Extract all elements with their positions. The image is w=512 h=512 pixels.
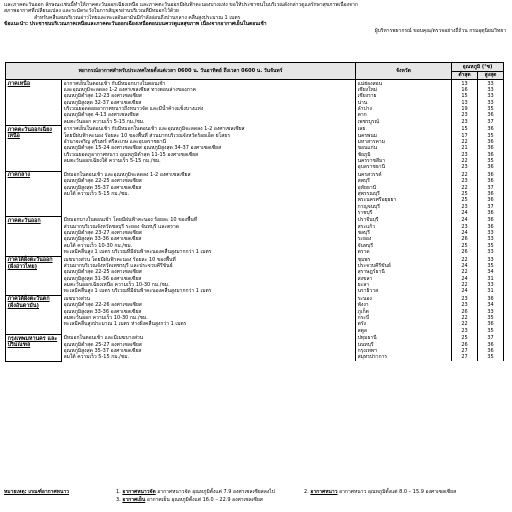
header-province: จังหวัด <box>356 63 452 80</box>
forecast-line: ทะเลมีคลื่นสูง 1 เมตร บริเวณที่มีฝนฟ้าคะนองคลื่นสูงมากกว่า 1 เมตร <box>63 249 212 256</box>
temp-min: 13 <box>461 99 468 106</box>
temp-min: 15 <box>461 93 468 100</box>
intro-line-5: ผู้บริหารพยากรณ์ ขอบคุณ/ตรวจอย่างถี่ถ้วน กรมอุตุนิยมวิทยา <box>374 27 506 34</box>
province-name: แม่ฮ่องสอน <box>357 80 383 87</box>
temp-min: 24 <box>461 230 468 237</box>
province-name: อุทัยธานี <box>357 184 377 191</box>
region-row <box>6 256 504 295</box>
province-name: สตูล <box>357 327 367 334</box>
region-name: ภาคตะวันออก <box>6 217 62 256</box>
temp-max-cell <box>478 80 504 126</box>
temp-max: 34 <box>487 302 494 309</box>
province-name-cell <box>356 217 452 256</box>
province-name: กระบี่ <box>357 314 370 321</box>
province-name: เชียงราย <box>357 93 377 100</box>
intro-line-1: และภาคตะวันออก ลักษณะเช่นนี้ทำให้ภาคตะวันออกเฉียงเหนือ และภาคตะวันออกมีฝนฟ้าคะนองบางแห่ง ขอให้ประชาชนในบริเวณดังกล่าวดูแลรักษาสุขภาพเนื่องจาก <box>4 2 358 8</box>
region-row <box>6 295 504 334</box>
forecast-line: ทะเลมีคลื่นสูงประมาณ 1 เมตร ห่างฝั่งคลื่นสูงกว่า 1 เมตร <box>63 321 187 328</box>
temp-max: 36 <box>487 321 494 328</box>
temp-max: 36 <box>487 126 494 133</box>
temp-max: 36 <box>487 209 494 216</box>
province-name: น่าน <box>357 99 368 106</box>
temp-min: 15 <box>461 126 468 133</box>
province-name-cell <box>356 295 452 334</box>
forecast-line: อุณหภูมิต่ำสุด 4-13 องศาเซลเซียส <box>63 112 139 119</box>
temp-max: 36 <box>487 197 494 204</box>
temp-max: 35 <box>487 157 494 164</box>
province-name: ระนอง <box>357 295 372 302</box>
temp-max: 37 <box>487 203 494 210</box>
forecast-line: เมฆบางส่วน <box>63 295 91 302</box>
temp-min: 26 <box>461 341 468 348</box>
province-name: ปทุมธานี <box>357 335 377 342</box>
temp-min-cell <box>452 171 478 217</box>
forecast-line: มีหมอกบางในตอนเช้า โดยมีฝนฟ้าคะนอง ร้อยละ 10 ของพื้นที่ <box>63 217 198 224</box>
temp-max: 33 <box>487 230 494 237</box>
temp-max: 37 <box>487 184 494 191</box>
temp-max-cell <box>478 256 504 295</box>
temp-max: 31 <box>487 275 494 282</box>
forecast-line: อากาศเย็นในตอนเช้า กับมีหมอกในตอนเช้า และอุณหภูมิจะลดลง 1-2 องศาเซลเซียส <box>63 126 245 133</box>
temp-max: 33 <box>487 93 494 100</box>
temp-max: 33 <box>487 236 494 243</box>
temp-max: 35 <box>487 263 494 270</box>
region-name: ภาคใต้ฝั่งตะวันตก (ฝั่งอันดามัน) <box>6 295 62 334</box>
temp-min-cell <box>452 80 478 126</box>
temp-max-cell <box>478 217 504 256</box>
temp-max: 36 <box>487 145 494 152</box>
region-forecast <box>62 256 356 295</box>
temp-max: 35 <box>487 106 494 113</box>
temp-max: 33 <box>487 308 494 315</box>
region-row <box>6 126 504 172</box>
forecast-line: ลมใต้ ความเร็ว 5-15 กม./ชม. <box>63 190 130 197</box>
temp-max: 36 <box>487 178 494 185</box>
forecast-line: อุณหภูมิต่ำสุด 12-23 องศาเซลเซียส <box>63 93 142 100</box>
temp-min: 23 <box>461 295 468 302</box>
forecast-line: ส่วนมากบริเวณจังหวัดเพชรบุรี และประจวบคีรีขันธ์ <box>63 263 173 270</box>
temp-max: 35 <box>487 132 494 139</box>
temp-min-cell <box>452 335 478 362</box>
province-name: เชียงใหม่ <box>357 87 378 93</box>
temp-min: 19 <box>461 106 468 113</box>
province-name: จันทบุรี <box>357 242 374 249</box>
temp-max: 36 <box>487 112 494 119</box>
header-min: ต่ำสุด <box>452 71 478 80</box>
header-temperature: อุณหภูมิ (°ซ) <box>452 63 504 72</box>
temp-min: 24 <box>461 288 468 295</box>
province-name: ประจวบคีรีขันธ์ <box>357 263 391 270</box>
province-name: ลพบุรี <box>357 178 370 185</box>
region-forecast <box>62 217 356 256</box>
intro-text <box>4 2 506 34</box>
region-row <box>6 171 504 217</box>
province-name: สุพรรณบุรี <box>357 190 380 197</box>
region-name: กรุงเทพมหานคร และปริมณฑล <box>6 335 62 362</box>
forecast-line: ทะเลมีคลื่นสูง 1 เมตร บริเวณที่มีฝนฟ้าคะนองคลื่นสูงมากกว่า 1 เมตร <box>63 288 212 295</box>
temp-min: 25 <box>461 190 468 197</box>
region-name: ภาคกลาง <box>6 171 62 217</box>
province-name: พระนครศรีอยุธยา <box>357 197 397 204</box>
temp-max: 36 <box>487 223 494 230</box>
province-name: นครพนม <box>357 132 378 139</box>
region-row <box>6 217 504 256</box>
province-name: ขอนแก่น <box>357 145 378 152</box>
temp-min: 27 <box>461 354 468 361</box>
temp-max: 33 <box>487 256 494 263</box>
temp-min-cell <box>452 256 478 295</box>
temp-max: 33 <box>487 80 494 87</box>
footer-note-2: 2. อากาศหนาว อากาศหนาว อุณหภูมิตั้งแต่ 8.0 – 15.9 องศาเซลเซียส <box>304 489 457 495</box>
temp-min: 23 <box>461 302 468 309</box>
province-name: สุราษฎร์ธานี <box>357 269 385 276</box>
forecast-line: อุณหภูมิสูงสุด 32-37 องศาเซลเซียส <box>63 99 142 106</box>
province-name: เพชรบูรณ์ <box>357 118 380 125</box>
forecast-line: อุณหภูมิสูงสุด 33-36 องศาเซลเซียส <box>63 236 142 243</box>
forecast-line: มีหมอกในตอนเช้า และมีเมฆบางส่วน <box>63 335 144 342</box>
province-name: อุบลราชธานี <box>357 164 385 171</box>
temp-min: 22 <box>461 157 468 164</box>
temp-min: 17 <box>461 132 468 139</box>
temp-max: 36 <box>487 164 494 171</box>
temp-max-cell <box>478 171 504 217</box>
temp-max: 33 <box>487 87 494 93</box>
temp-min: 13 <box>461 80 468 87</box>
province-name-cell <box>356 80 452 126</box>
province-name: ปราจีนบุรี <box>357 217 379 224</box>
forecast-line: อำนาจเจริญ สุรินทร์ ศรีสะเกษ และอุบลราชธานี <box>63 138 167 145</box>
temp-max: 36 <box>487 217 494 224</box>
temp-max: 35 <box>487 327 494 334</box>
temp-min: 22 <box>461 269 468 276</box>
province-name: สมุทรปราการ <box>357 354 388 361</box>
temp-max: 33 <box>487 282 494 289</box>
temp-min-cell <box>452 126 478 172</box>
forecast-table <box>5 62 504 362</box>
province-name-cell <box>356 256 452 295</box>
temp-min: 22 <box>461 184 468 191</box>
forecast-line: อุณหภูมิสูงสุด 35-37 องศาเซลเซียส <box>63 184 142 191</box>
forecast-line: อุณหภูมิต่ำสุด 22-26 องศาเซลเซียส <box>63 302 142 309</box>
region-forecast <box>62 80 356 126</box>
temp-max: 37 <box>487 335 494 342</box>
temp-max: 31 <box>487 288 494 295</box>
footer-note-1-text: อากาศหนาวจัด อุณหภูมิตั้งแต่ 7.9 องศาเซลเซียสลงไป <box>157 489 275 495</box>
footer-note-3-text: อากาศเย็น อุณหภูมิตั้งแต่ 16.0 – 22.9 องศาเซลเซียส <box>146 497 263 503</box>
temp-min: 21 <box>461 145 468 152</box>
forecast-line: อุณหภูมิต่ำสุด 15-24 องศาเซลเซียส อุณหภูมิสูงสุด 34-37 องศาเซลเซียส <box>63 145 222 152</box>
province-name-cell <box>356 335 452 362</box>
province-name: ภูเก็ต <box>357 308 369 315</box>
temp-min-cell <box>452 295 478 334</box>
header-max: สูงสุด <box>478 71 504 80</box>
temp-min: 22 <box>461 138 468 145</box>
temp-max: 34 <box>487 269 494 276</box>
temp-max: 33 <box>487 99 494 106</box>
province-name: ราชบุรี <box>357 209 373 216</box>
forecast-line: อุณหภูมิสูงสุด 33-36 องศาเซลเซียส <box>63 308 142 315</box>
temp-max: 36 <box>487 295 494 302</box>
region-name: ภาคใต้ฝั่งตะวันออก (ฝั่งอ่าวไทย) <box>6 256 62 295</box>
region-name: ภาคเหนือ <box>6 80 62 126</box>
forecast-line: อุณหภูมิสูงสุด 31-36 องศาเซลเซียส <box>63 275 142 282</box>
temp-min: 24 <box>461 275 468 282</box>
temp-max: 36 <box>487 341 494 348</box>
province-name-cell <box>356 171 452 217</box>
province-name: นราธิวาส <box>357 288 379 295</box>
temp-min: 23 <box>461 178 468 185</box>
footer-note-2-text: อากาศหนาว อุณหภูมิตั้งแต่ 8.0 – 15.9 องศาเซลเซียส <box>339 489 457 495</box>
temp-max: 36 <box>487 347 494 354</box>
region-row <box>6 335 504 362</box>
province-name: มหาสารคาม <box>357 138 385 145</box>
forecast-line: อุณหภูมิต่ำสุด 23-27 องศาเซลเซียส <box>63 230 142 237</box>
region-forecast <box>62 126 356 172</box>
province-name: นครราชสีมา <box>357 157 386 164</box>
temp-min: 24 <box>461 217 468 224</box>
temp-min: 24 <box>461 263 468 270</box>
temp-max-cell <box>478 335 504 362</box>
forecast-line: เมฆบางส่วน โดยมีฝนฟ้าคะนอง ร้อยละ 10 ของพื้นที่ <box>63 256 176 263</box>
temp-max-cell <box>478 295 504 334</box>
province-name: ชลบุรี <box>357 230 370 237</box>
forecast-line: และอุณหภูมิจะลดลง 1-2 องศาเซลเซียส ทางตอนล่างของภาค <box>63 87 196 93</box>
temp-min: 23 <box>461 118 468 125</box>
province-name: กรุงเทพฯ <box>357 347 377 354</box>
intro-line-3: สำหรับคลื่นลมบริเวณอ่าวไทยและทะเลอันดามันมีกำลังอ่อนถึงปานกลาง คลื่นสูงประมาณ 1 เมตร <box>34 14 241 21</box>
temp-max: 35 <box>487 314 494 321</box>
temp-max: 37 <box>487 118 494 125</box>
intro-line-4: ข้อแนะนำ: ประชาชนบริเวณภาคเหนือและภาคตะวันออกเฉียงเหนือตอนบนควรดูแลสุขภาพ เนื่องจากอากาศเย็นในตอนเช้า <box>4 21 267 28</box>
temp-min: 23 <box>461 164 468 171</box>
temp-min: 25 <box>461 197 468 204</box>
temp-min: 16 <box>461 87 468 93</box>
temp-min: 26 <box>461 308 468 315</box>
temp-max: 36 <box>487 151 494 158</box>
temp-min: 26 <box>461 249 468 256</box>
temp-min: 23 <box>461 112 468 119</box>
province-name: นนทบุรี <box>357 341 374 348</box>
forecast-line: ลมตะวันออก ความเร็ว 10-30 กม./ชม. <box>63 314 148 321</box>
temp-min: 22 <box>461 282 468 289</box>
forecast-line: มีหมอกในตอนเช้า และอุณหภูมิจะลดลง 1-2 องศาเซลเซียส <box>63 171 191 178</box>
province-name-cell <box>356 126 452 172</box>
province-name: ชุมพร <box>357 256 371 263</box>
header-forecast: พยากรณ์อากาศสำหรับประเทศไทยตั้งแต่เวลา 0600 น. วันอาทิตย์ ถึงเวลา 0600 น. วันจันทร์ <box>6 63 356 80</box>
temp-max: 33 <box>487 249 494 256</box>
forecast-line: อุณหภูมิสูงสุด 35-37 องศาเซลเซียส <box>63 347 142 354</box>
forecast-line: อุณหภูมิต่ำสุด 22-25 องศาเซลเซียส <box>63 269 142 276</box>
province-name: ตาก <box>357 112 367 119</box>
temp-max-cell <box>478 126 504 172</box>
temp-min: 23 <box>461 223 468 230</box>
forecast-line: อุณหภูมิต่ำสุด 25-27 องศาเซลเซียส <box>63 341 142 348</box>
province-name: เลย <box>357 126 366 133</box>
temp-max: 36 <box>487 171 494 178</box>
region-row <box>6 80 504 126</box>
forecast-line: บริเวณยอดภูอากาศหนาว อุณหภูมิต่ำสุด 11-15 องศาเซลเซียส <box>63 151 199 158</box>
temp-min: 26 <box>461 236 468 243</box>
forecast-line: บริเวณยอดดอยอากาศหนาวถึงหนาวจัด และมีน้ำค้างแข็งบางแห่ง <box>63 106 204 113</box>
region-forecast <box>62 171 356 217</box>
forecast-line: ลมตะวันออกเฉียงเหนือ ความเร็ว 10-30 กม./ชม. <box>63 282 170 289</box>
province-name: กาญจนบุรี <box>357 203 380 210</box>
temp-max: 36 <box>487 138 494 145</box>
forecast-line: อากาศเย็นในตอนเช้า กับมีหมอกบางในตอนเช้า <box>63 80 166 87</box>
forecast-line: ส่วนมากบริเวณจังหวัดชลบุรี ระยอง จันทบุรี และตราด <box>63 223 180 230</box>
forecast-line: ลมตะวันออกเฉียงใต้ ความเร็ว 5-15 กม./ชม. <box>63 157 161 164</box>
province-name: ลำปาง <box>357 106 372 113</box>
footer-note-3: 3. อากาศเย็น อากาศเย็น อุณหภูมิตั้งแต่ 16.0 – 22.9 องศาเซลเซียส <box>116 497 263 503</box>
temp-min: 23 <box>461 151 468 158</box>
province-name: ยะลา <box>357 282 370 289</box>
province-name: สระแก้ว <box>357 223 376 230</box>
temp-max: 35 <box>487 354 494 361</box>
temp-max: 35 <box>487 242 494 249</box>
temp-min: 22 <box>461 171 468 178</box>
region-forecast <box>62 295 356 334</box>
footer-label: หมายเหตุ: เกณฑ์อากาศหนาว <box>4 489 69 495</box>
province-name: พังงา <box>357 302 369 309</box>
temp-min-cell <box>452 217 478 256</box>
forecast-line: อุณหภูมิต่ำสุด 22-25 องศาเซลเซียส <box>63 178 142 185</box>
temp-min: 25 <box>461 335 468 342</box>
province-name: สงขลา <box>357 275 373 282</box>
region-name: ภาคตะวันออกเฉียงเหนือ <box>6 126 62 172</box>
temp-max: 36 <box>487 190 494 197</box>
temp-min: 23 <box>461 327 468 334</box>
intro-line-2: สภาพอากาศที่เปลี่ยนแปลง และระมัดระวังในการสัญจรผ่านบริเวณที่มีหมอกไว้ด้วย <box>4 8 179 15</box>
province-name: ชัยภูมิ <box>357 151 371 158</box>
region-forecast <box>62 335 356 362</box>
temp-min: 25 <box>461 242 468 249</box>
temp-min: 22 <box>461 314 468 321</box>
temp-min: 23 <box>461 203 468 210</box>
temp-min: 22 <box>461 321 468 328</box>
province-name: ระยอง <box>357 236 372 243</box>
forecast-line: ลมใต้ ความเร็ว 10-30 กม./ชม. <box>63 242 133 249</box>
forecast-line: ลมใต้ ความเร็ว 5-15 กม./ชม. <box>63 354 130 361</box>
temp-min: 27 <box>461 347 468 354</box>
province-name: ตราด <box>357 249 370 256</box>
temp-min: 24 <box>461 209 468 216</box>
province-name: ตรัง <box>357 321 366 328</box>
temp-min: 22 <box>461 256 468 263</box>
forecast-line: ลมตะวันออก ความเร็ว 5-15 กม./ชม. <box>63 118 145 125</box>
footer-note-1: 1. อากาศหนาวจัด อากาศหนาวจัด อุณหภูมิตั้งแต่ 7.9 องศาเซลเซียสลงไป <box>116 489 275 495</box>
forecast-line: โดยมีฝนฟ้าคะนอง ร้อยละ 10 ของพื้นที่ ส่วนมากบริเวณจังหวัดร้อยเอ็ด ยโสธร <box>63 132 231 139</box>
province-name: นครสวรรค์ <box>357 171 382 178</box>
